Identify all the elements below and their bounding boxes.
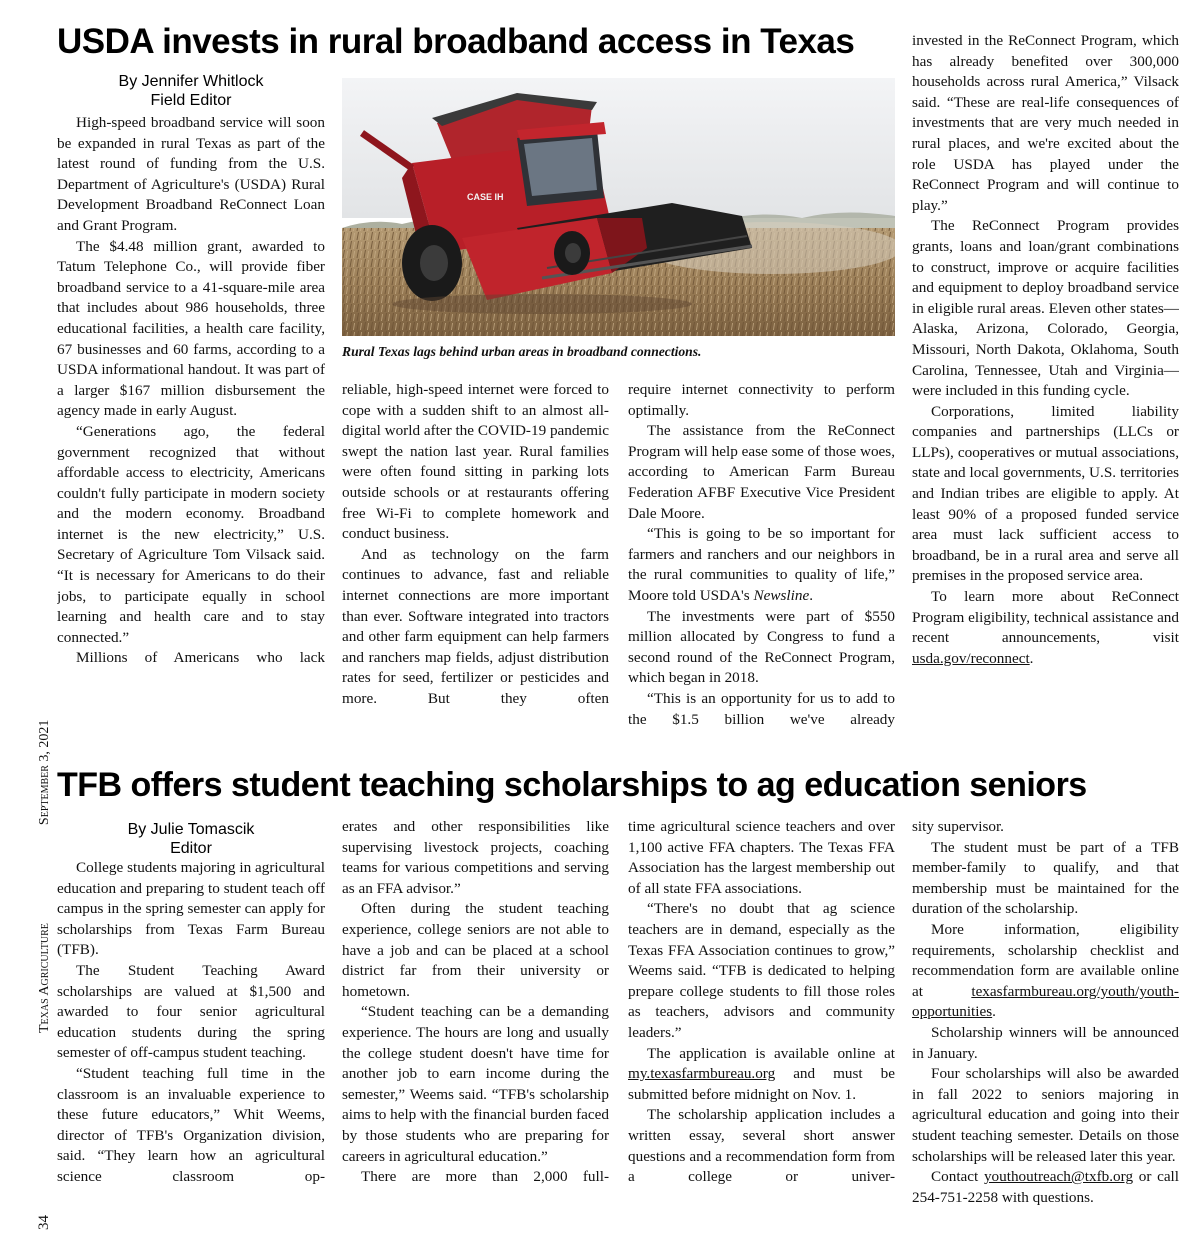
article2-author-title: Editor bbox=[170, 840, 212, 857]
paragraph: The scholarship application includes a written essay, several short answer questions and a recommendation form from a college or univer- bbox=[628, 1106, 895, 1186]
paragraph: The investments were part of $550 million allocated by Congress to fund a second round of the ReConnect Program, which began in 2018. bbox=[628, 607, 895, 687]
paragraph: time agricultural science teachers and over 1,100 active FFA chapters. The Texas FFA Association has the largest membership out of all state FFA associations. bbox=[628, 818, 895, 897]
paragraph: And as technology on the farm continues to advance, fast and reliable internet connections are more important than ever. Software integrated into tractors and other farm equipment can help farmers and ranchers map fields, adjust distribution rates for seed, fertilizer or pesticides and more. But they often bbox=[342, 545, 609, 707]
reconnect-link[interactable]: usda.gov/reconnect bbox=[912, 649, 1030, 667]
paragraph: “Student teaching can be a demanding experience. The hours are long and usually the college student doesn't have time for another job to earn income during the semester,” Weems said. “TFB's scholarship aims to help with the financial burden faced by those students who are preparing for careers in agricultural education.” bbox=[342, 1003, 609, 1165]
paragraph: invested in the ReConnect Program, which has already benefited over 300,000 households across rural America,” Vilsack said. “These are real-life consequences of investments that are very much needed in rural places, and we're excited about the role USDA has played under the ReConnect Program and will continue to play.” bbox=[912, 32, 1179, 214]
paragraph-text: and must be submitted before midnight on Nov. 1. bbox=[628, 1065, 895, 1103]
paragraph: Millions of Americans who lack bbox=[76, 649, 325, 667]
paragraph: College students majoring in agricultural education and preparing to student teach off campus in the spring semester can apply for scholarships from Texas Farm Bureau (TFB). bbox=[57, 859, 325, 959]
email-link[interactable]: youthoutreach@txfb.org bbox=[983, 1168, 1134, 1186]
paragraph: “There's no doubt that ag science teachers are in demand, especially as the Texas FFA Association continues to grow,” Weems said. “TFB is dedicated to helping prepare college students to fill those roles as teachers, advisors and community leaders.” bbox=[628, 900, 895, 1041]
paragraph: The student must be part of a TFB member-family to qualify, and that membership must be maintained for the duration of the scholarship. bbox=[912, 838, 1179, 918]
article1-column-1 bbox=[57, 113, 325, 753]
paragraph: sity supervisor. bbox=[912, 818, 1004, 835]
paragraph: Scholarship winners will be announced in January. bbox=[912, 1023, 1179, 1062]
application-link[interactable]: my.texasfarmbureau.org bbox=[628, 1065, 776, 1083]
paragraph: The ReConnect Program provides grants, loans and loan/grant combinations to construct, improve or acquire facilities and equipment to deploy broadband service in eligible rural areas. Eleven other states—Alaska, Arizona, Colorado, Georgia, Missouri, North Dakota, Oklahoma, South Carolina, Tennessee, Utah and Virginia—were included in this funding cycle. bbox=[912, 217, 1179, 400]
combine-harvester-image bbox=[342, 78, 895, 336]
paragraph: The assistance from the ReConnect Program will help ease some of those woes, according to American Farm Bureau Federation AFBF Executive Vice President Dale Moore. bbox=[628, 422, 895, 522]
paragraph bbox=[628, 524, 895, 606]
paragraph: The Student Teaching Award scholarships are valued at $1,500 and awarded to four senior agricultural education students during the spring semester of off-campus student teaching. bbox=[57, 961, 325, 1062]
paragraph-text: The application is available online at bbox=[647, 1044, 895, 1062]
paragraph: There are more than 2,000 full- bbox=[361, 1168, 609, 1186]
paragraph: Four scholarships will also be awarded in fall 2022 to seniors majoring in agricultural education and going into their student teaching semester. Details on those scholarships will be released later this year. bbox=[912, 1065, 1179, 1165]
issue-date: September 3, 2021 bbox=[37, 719, 52, 826]
article1-photo bbox=[342, 78, 895, 336]
photo-caption: Rural Texas lags behind urban areas in broadband connections. bbox=[342, 344, 702, 359]
paragraph: The $4.48 million grant, awarded to Tatum Telephone Co., will provide fiber broadband service to a 41-square-mile area that includes about 986 households, three educational facilities, a health care facility, 67 businesses and 60 farms, according to a USDA informational handout. It was part of a larger $167 million disbursement the agency made in early August. bbox=[57, 237, 325, 420]
article2-column-4 bbox=[912, 817, 1179, 1238]
youth-opportunities-link[interactable]: texasfarmbureau.org/youth/youth-opportunities bbox=[912, 982, 1179, 1021]
article1-author: By Jennifer Whitlock bbox=[118, 73, 264, 90]
paragraph bbox=[912, 587, 1179, 669]
paragraph: “Student teaching full time in the classroom is an invaluable experience to these future educators,” Whit Weems, director of TFB's Organization division, said. “They learn how an agricultural science classroom op- bbox=[57, 1064, 325, 1185]
paragraph-text: Contact bbox=[931, 1168, 984, 1186]
punctuation: . bbox=[809, 586, 813, 604]
page-number: 34 bbox=[36, 1215, 52, 1230]
article2-column-1 bbox=[57, 858, 325, 1238]
paragraph: High-speed broadband service will soon be expanded in rural Texas as part of the latest round of funding from the U.S. Department of Agriculture's (USDA) Rural Development Broadband ReConnect Loan and Grant Program. bbox=[57, 114, 325, 234]
paragraph: Corporations, limited liability companies and partnerships (LLCs or LLPs), cooperatives or mutual associations, state and local governments, U.S. territories and Indian tribes are eligible to apply. At least 90% of a proposed funded service area must lack sufficient access to broadband, be in a rural area and serve all premises in the proposed service area. bbox=[912, 402, 1179, 585]
brand-label: CASE IH bbox=[467, 192, 504, 202]
page-folio bbox=[36, 719, 53, 1230]
punctuation: . bbox=[1029, 649, 1034, 667]
article2-column-3 bbox=[628, 817, 895, 1238]
quote-text: “This is going to be so important for farmers and ranchers and our neighbors in the rural communities to quality of life,” Moore told USDA's bbox=[628, 525, 895, 604]
article2-column-2 bbox=[342, 817, 609, 1238]
paragraph: Often during the student teaching experience, college seniors are not able to have a job and can be placed at a school district far from their university or hometown. bbox=[342, 900, 609, 1000]
paragraph bbox=[628, 1044, 895, 1106]
article2-headline: TFB offers student teaching scholarships to ag education seniors bbox=[57, 766, 1087, 804]
article1-column-4 bbox=[912, 31, 1179, 753]
paragraph: require internet connectivity to perform optimally. bbox=[628, 381, 895, 419]
article1-column-3 bbox=[628, 380, 895, 753]
article1-author-title: Field Editor bbox=[150, 92, 232, 109]
article2-author: By Julie Tomascik bbox=[127, 821, 255, 838]
paragraph-text: To learn more about ReConnect Program eligibility, technical assistance and recent announcements, visit bbox=[912, 588, 1179, 647]
article2-byline bbox=[57, 820, 325, 858]
publication-name: Texas Agriculture bbox=[37, 923, 52, 1033]
article1-column-2 bbox=[342, 380, 609, 753]
paragraph: erates and other responsibilities like supervising livestock projects, coaching teams for various competitions and serving as an FFA advisor.” bbox=[342, 818, 609, 897]
paragraph bbox=[912, 1167, 1179, 1208]
paragraph: “Generations ago, the federal government recognized that without affordable access to electricity, Americans couldn't fully participate in modern society and the modern economy. Broadband internet is the new electricity,” U.S. Secretary of Agriculture Tom Vilsack said. “It is necessary for Americans to do their jobs, to participate equally in school learning and health care and to stay connected.” bbox=[57, 422, 325, 646]
article1-byline bbox=[57, 72, 325, 110]
article1-headline: USDA invests in rural broadband access in Texas bbox=[57, 22, 855, 61]
paragraph: “This is an opportunity for us to add to the $1.5 billion we've already bbox=[628, 689, 895, 728]
punctuation: . bbox=[992, 1003, 996, 1021]
paragraph-text: More information, eligibility requirements, scholarship checklist and recommendation form are available online at bbox=[912, 920, 1179, 1000]
paragraph-text: or call 254-751-2258 with questions. bbox=[912, 1168, 1179, 1206]
paragraph: reliable, high-speed internet were forced to cope with a sudden shift to an almost all-digital world after the COVID-19 pandemic swept the nation last year. Rural families were often found sitting in parking lots outside schools or at restaurants offering free Wi-Fi to complete homework and conduct business. bbox=[342, 381, 609, 543]
publication-name: Newsline bbox=[753, 586, 810, 604]
paragraph bbox=[912, 920, 1179, 1023]
